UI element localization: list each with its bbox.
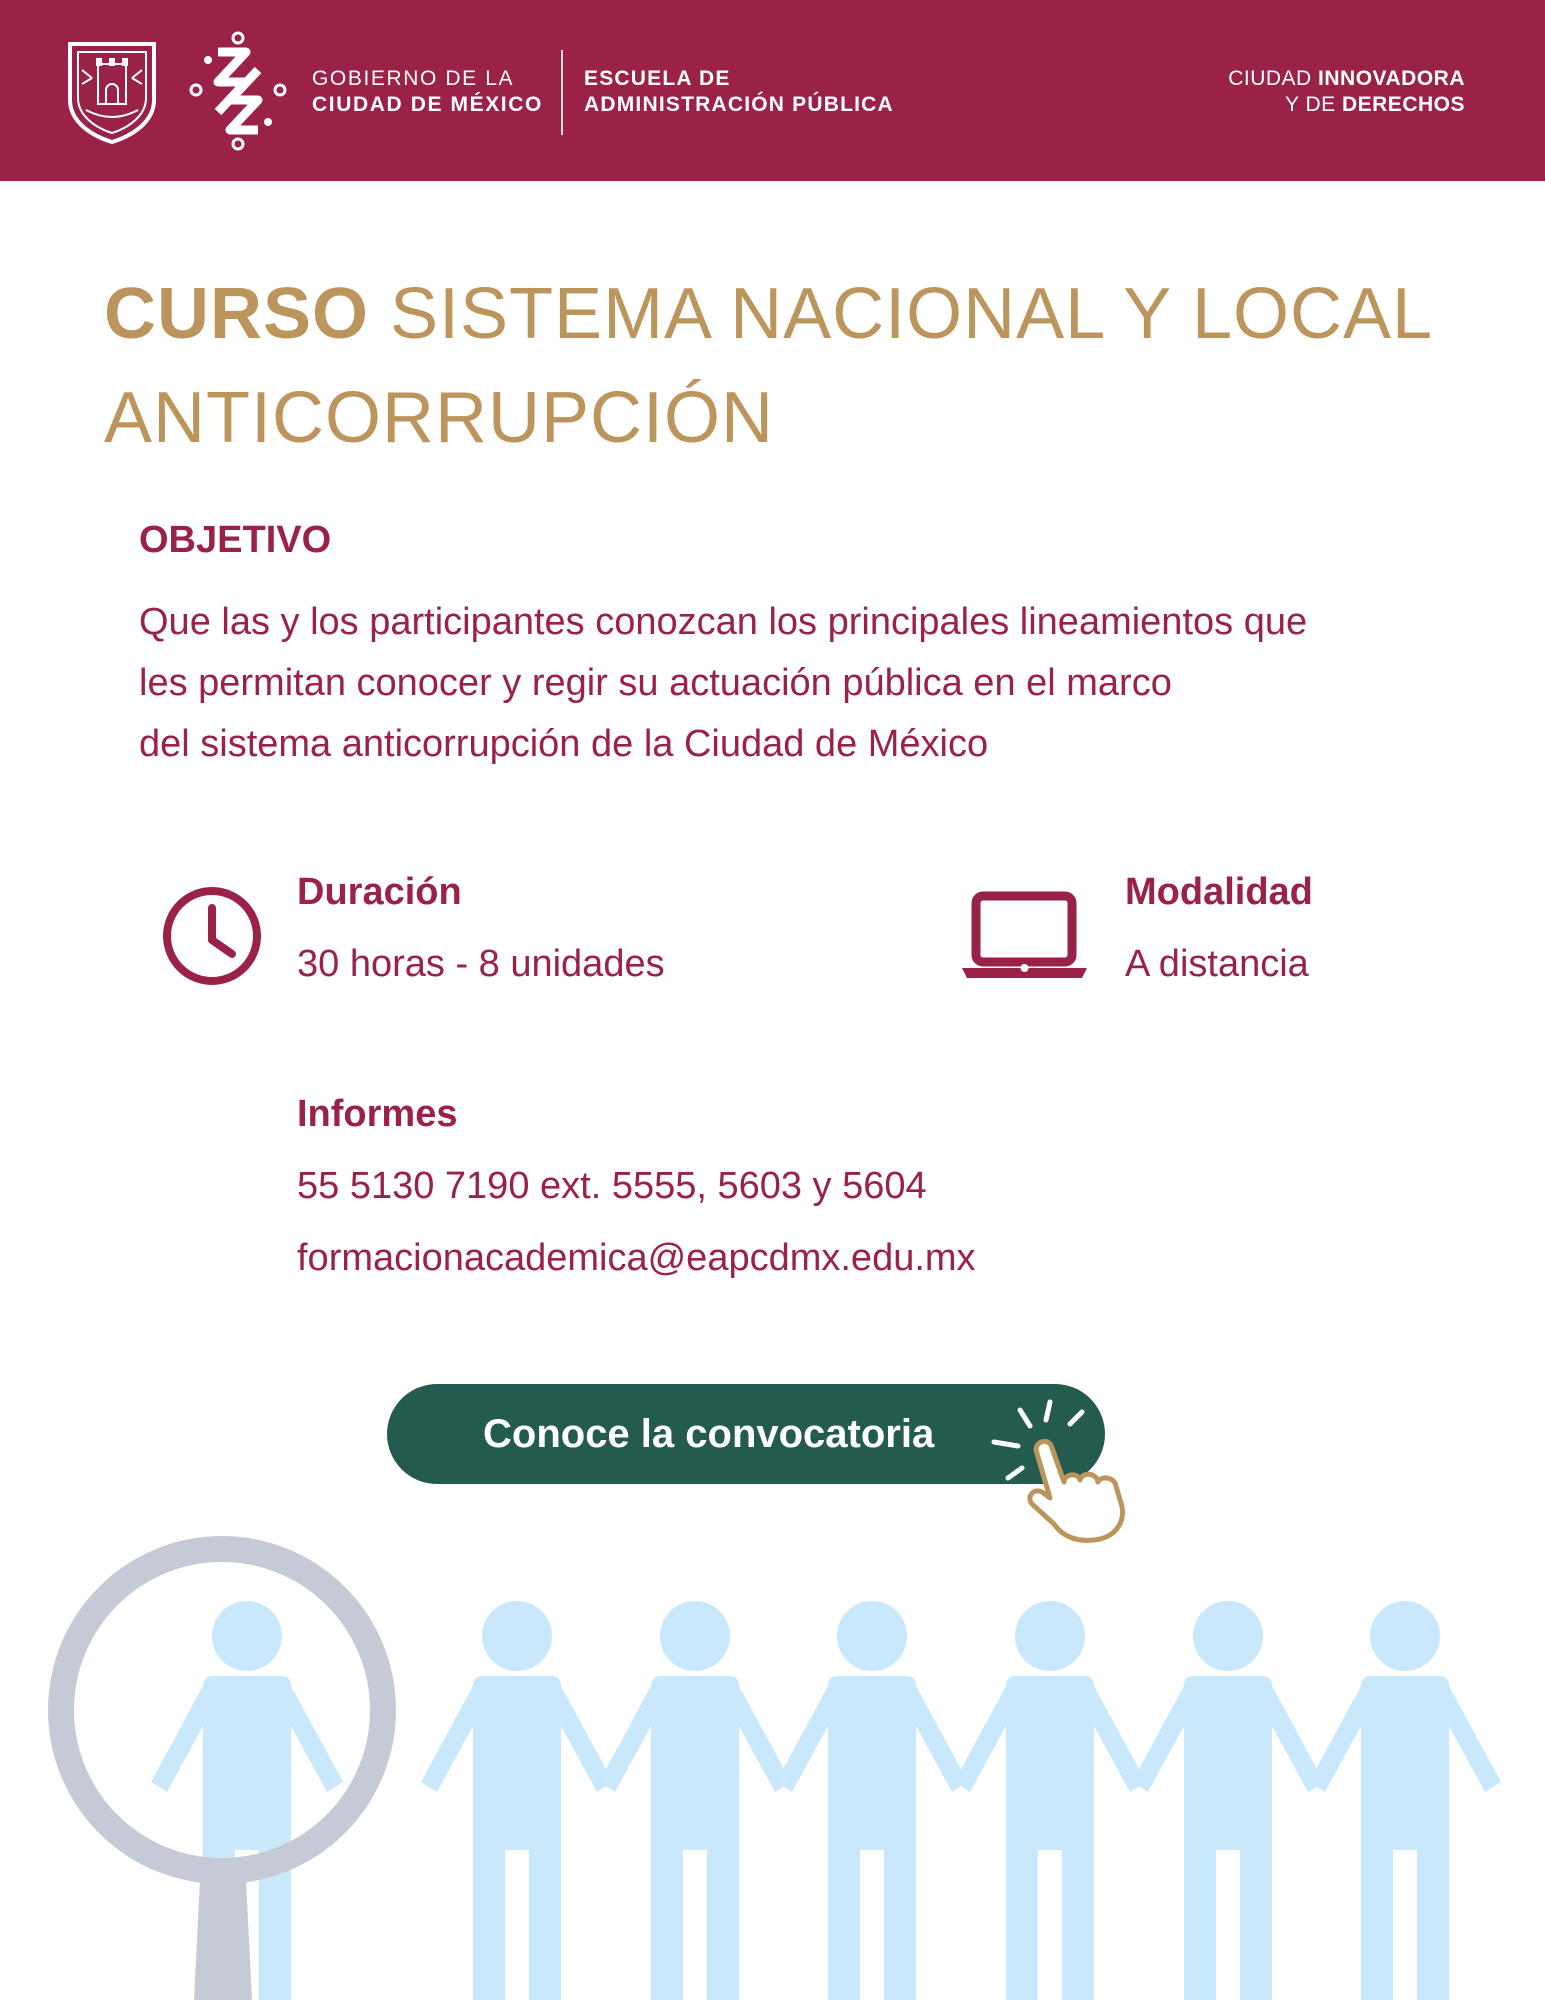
slogan-line-1-bold: INNOVADORA xyxy=(1318,67,1465,90)
gov-line-2: CIUDAD DE MÉXICO xyxy=(312,93,543,116)
header-bar xyxy=(0,0,1545,181)
slogan-line-1-light: CIUDAD xyxy=(1228,67,1319,90)
course-title xyxy=(104,262,1484,470)
modality-value: A distancia xyxy=(1125,943,1309,985)
clock-icon xyxy=(160,884,264,988)
slogan xyxy=(1228,66,1465,118)
laptop-icon xyxy=(962,890,1087,982)
people-holding-hands-magnifier-illustration xyxy=(0,1520,1545,2000)
course-title-bold: CURSO xyxy=(104,274,370,354)
objective-line: les permitan conocer y regir su actuación pública en el marco xyxy=(139,662,1172,704)
info-label: Informes xyxy=(297,1093,458,1135)
slogan-line-2-light: Y DE xyxy=(1285,93,1342,116)
objective-line: Que las y los participantes conozcan los principales lineamientos que xyxy=(139,601,1308,643)
slogan-line-2 xyxy=(1228,92,1465,118)
slogan-line-1 xyxy=(1228,66,1465,92)
info-phone: 55 5130 7190 ext. 5555, 5603 y 5604 xyxy=(297,1165,927,1207)
objective-line: del sistema anticorrupción de la Ciudad de México xyxy=(139,723,989,765)
header-divider xyxy=(561,50,563,135)
objective-label: OBJETIVO xyxy=(139,519,332,561)
cdmx-logo-icon xyxy=(188,30,288,152)
school-name xyxy=(584,66,894,118)
gov-line-1: GOBIERNO DE LA xyxy=(312,67,515,90)
school-line-2: ADMINISTRACIÓN PÚBLICA xyxy=(584,93,894,116)
course-title-rest: SISTEMA NACIONAL Y LOCAL ANTICORRUPCIÓN xyxy=(104,274,1431,458)
government-name xyxy=(312,66,543,118)
modality-label: Modalidad xyxy=(1125,871,1313,913)
info-email[interactable]: formacionacademica@eapcdmx.edu.mx xyxy=(297,1237,976,1279)
duration-label: Duración xyxy=(297,871,462,913)
slogan-line-2-bold: DERECHOS xyxy=(1341,93,1465,116)
duration-value: 30 horas - 8 unidades xyxy=(297,943,665,985)
convocatoria-button[interactable]: Conoce la convocatoria xyxy=(387,1384,1105,1484)
school-line-1: ESCUELA DE xyxy=(584,67,731,90)
objective-text xyxy=(139,592,1419,775)
coat-of-arms-icon xyxy=(66,40,158,144)
